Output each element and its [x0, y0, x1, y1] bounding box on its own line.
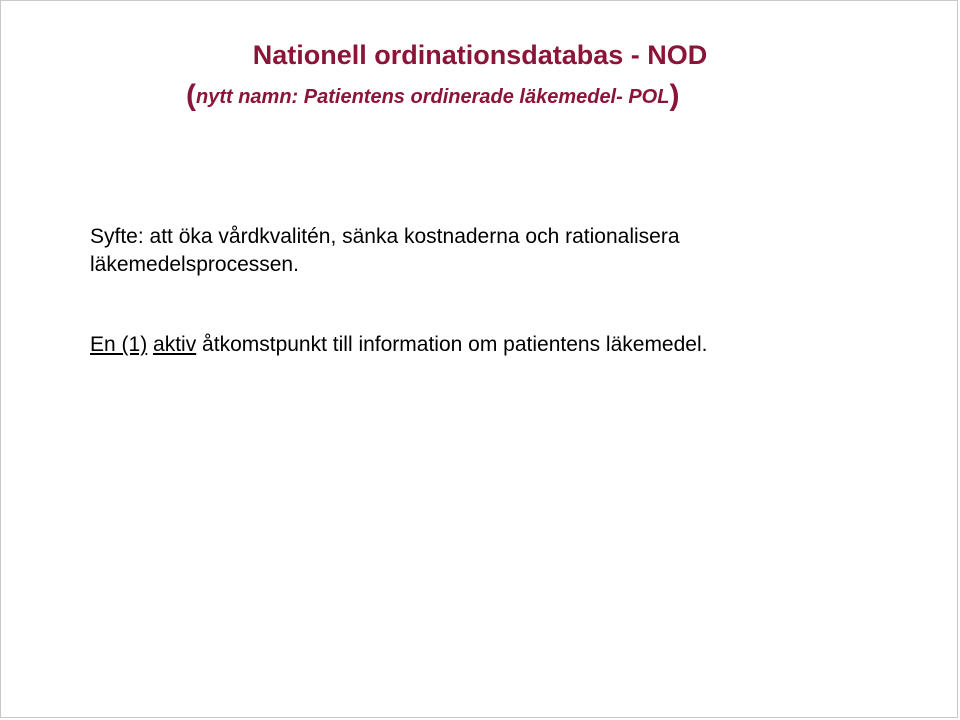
purpose-line-1: Syfte: att öka vårdkvalitén, sänka kostnaderna och rationalisera	[90, 225, 680, 248]
access-paragraph	[90, 331, 890, 359]
access-underlined-active: aktiv	[153, 333, 197, 356]
slide-title: Nationell ordinationsdatabas - NOD	[252, 40, 708, 70]
purpose-paragraph	[90, 223, 890, 279]
purpose-line-2: läkemedelsprocessen.	[90, 253, 299, 276]
subtitle-open-paren: (	[186, 79, 196, 112]
access-rest: åtkomstpunkt till information om patientens läkemedel.	[196, 333, 708, 356]
subtitle-text: nytt namn: Patientens ordinerade läkemedel- POL	[196, 86, 670, 108]
subtitle-close-paren: )	[669, 79, 680, 112]
access-underlined-one: En (1)	[90, 333, 148, 356]
slide-subtitle	[186, 79, 679, 113]
